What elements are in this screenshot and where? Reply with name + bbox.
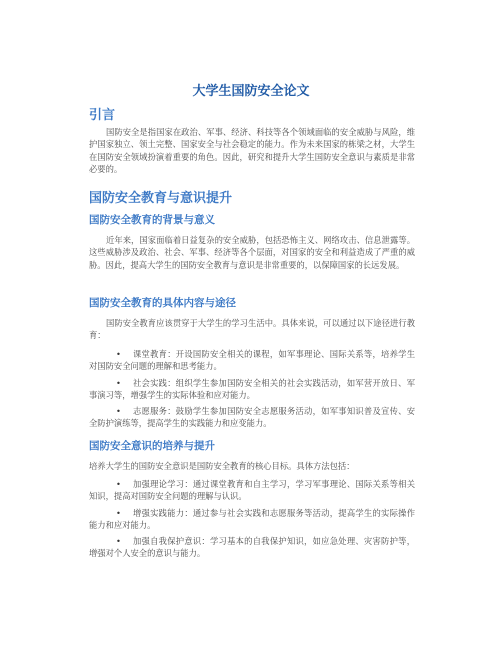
list-item: • 社会实践：组织学生参加国防安全相关的社会实践活动，如军营开放日、军事演习等，增强学生的实际体验和应对能力。: [89, 377, 415, 400]
bullet-icon: •: [116, 406, 121, 417]
awareness-methods-list: [89, 478, 415, 564]
awareness-paragraph: 培养大学生的国防安全意识是国防安全教育的核心目标。具体方法包括：: [89, 461, 355, 471]
bullet-icon: •: [116, 507, 121, 518]
list-item: • 加强理论学习：通过课堂教育和自主学习，学习军事理论、国际关系等相关知识，提高对国防安全问题的理解与认识。: [89, 479, 415, 502]
bullet-icon: •: [116, 377, 121, 388]
section-heading: 国防安全教育与意识提升: [89, 191, 233, 206]
content-paragraph: 国防安全教育应该贯穿于大学生的学习生活中。具体来说，可以通过以下途径进行教育：: [89, 318, 415, 341]
intro-paragraph: 国防安全是指国家在政治、军事、经济、科技等各个领域面临的安全威胁与风险，维护国家独立、领土完整、国家安全与社会稳定的能力。作为未来国家的栋梁之材，大学生在国防安全领域扮演着重要的角色。因此，研究和提升大学生国防安全意识与素质是非常必要的。: [89, 127, 415, 174]
bullet-icon: •: [116, 479, 121, 489]
list-item: • 志愿服务：鼓励学生参加国防安全志愿服务活动，如军事知识普及宣传、安全防护演练等，提高学生的实践能力和应变能力。: [89, 406, 415, 429]
page-title: 大学生国防安全论文: [192, 84, 310, 99]
intro-heading: 引言: [89, 108, 116, 123]
subsection-heading-content: 国防安全教育的具体内容与途径: [89, 297, 236, 309]
list-item: • 加强自我保护意识：学习基本的自我保护知识，如应急处理、灾害防护等，增强对个人安全的意识与能力。: [89, 536, 415, 559]
bullet-icon: •: [116, 536, 121, 547]
subsection-heading-background: 国防安全教育的背景与意义: [89, 214, 215, 226]
background-paragraph: 近年来，国家面临着日益复杂的安全威胁，包括恐怖主义、网络攻击、信息泄露等。这些威胁涉及政治、社会、军事、经济等各个层面，对国家的安全和利益造成了严重的威胁。因此，提高大学生的国防安全教育与意识是非常重要的，以保障国家的长远发展。: [89, 235, 415, 270]
education-methods-list: [89, 348, 415, 434]
list-item: • 课堂教育：开设国防安全相关的课程，如军事理论、国际关系等，培养学生对国防安全问题的理解和思考能力。: [89, 349, 415, 372]
bullet-icon: •: [116, 349, 121, 359]
list-item: • 增强实践能力：通过参与社会实践和志愿服务等活动，提高学生的实际操作能力和应对能力。: [89, 507, 415, 530]
subsection-heading-awareness: 国防安全意识的培养与提升: [89, 440, 215, 452]
